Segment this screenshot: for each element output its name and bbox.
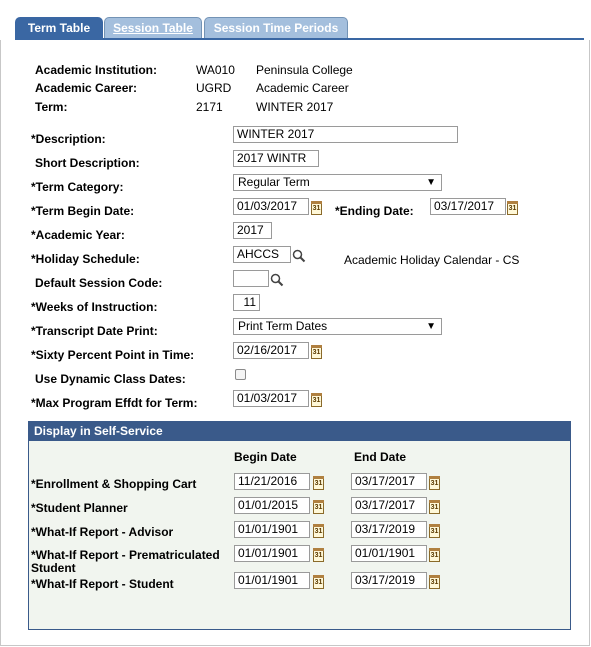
transcript-value: Print Term Dates (238, 319, 328, 333)
term-label: Term: (35, 100, 68, 114)
academic-year-label: *Academic Year: (31, 228, 125, 242)
default-session-input[interactable] (233, 270, 269, 287)
end-date-header: End Date (354, 450, 407, 464)
term-code: 2171 (196, 100, 223, 114)
term-category-value: Regular Term (238, 175, 310, 189)
calendar-icon[interactable]: 31 (311, 203, 322, 215)
sixty-percent-label: *Sixty Percent Point in Time: (31, 348, 195, 362)
tab-session-table[interactable]: Session Table (104, 17, 202, 38)
magnifier-icon[interactable] (270, 273, 284, 287)
term-category-label: *Term Category: (31, 180, 124, 194)
student-planner-begin-input[interactable]: 01/01/2015 (234, 497, 310, 514)
calendar-icon[interactable]: 31 (313, 502, 324, 514)
whatif-prematriculated-begin-input[interactable]: 01/01/1901 (234, 545, 310, 562)
max-program-input[interactable]: 01/03/2017 (233, 390, 309, 407)
institution-name: Peninsula College (256, 63, 353, 77)
begin-date-header: Begin Date (234, 450, 297, 464)
whatif-advisor-label: *What-If Report - Advisor (31, 525, 174, 539)
calendar-icon[interactable]: 31 (313, 577, 324, 589)
transcript-select[interactable] (233, 318, 442, 335)
description-label: *Description: (31, 132, 106, 146)
tab-session-time-periods[interactable]: Session Time Periods (204, 17, 348, 38)
transcript-label: *Transcript Date Print: (31, 324, 158, 338)
weeks-input[interactable]: 11 (233, 294, 260, 311)
max-program-label: *Max Program Effdt for Term: (31, 396, 198, 410)
chevron-down-icon: ▼ (426, 321, 436, 332)
whatif-student-begin-input[interactable]: 01/01/1901 (234, 572, 310, 589)
calendar-icon[interactable]: 31 (429, 526, 440, 538)
term-category-select[interactable] (233, 174, 442, 191)
career-name: Academic Career (256, 81, 349, 95)
enrollment-cart-label: *Enrollment & Shopping Cart (31, 477, 197, 491)
institution-label: Academic Institution: (35, 63, 158, 77)
whatif-student-end-input[interactable]: 03/17/2019 (351, 572, 427, 589)
calendar-icon[interactable]: 31 (429, 577, 440, 589)
chevron-down-icon: ▼ (426, 177, 436, 188)
dynamic-dates-label: Use Dynamic Class Dates: (35, 372, 186, 386)
term-begin-label: *Term Begin Date: (31, 204, 135, 218)
term-name: WINTER 2017 (256, 100, 334, 114)
tab-term-table[interactable]: Term Table (15, 17, 103, 38)
holiday-schedule-description: Academic Holiday Calendar - CS (344, 253, 520, 267)
holiday-schedule-input[interactable]: AHCCS (233, 246, 291, 263)
weeks-label: *Weeks of Instruction: (31, 300, 158, 314)
student-planner-label: *Student Planner (31, 501, 128, 515)
magnifier-icon[interactable] (292, 249, 306, 263)
short-description-input[interactable]: 2017 WINTR (233, 150, 319, 167)
whatif-advisor-end-input[interactable]: 03/17/2019 (351, 521, 427, 538)
career-code: UGRD (196, 81, 232, 95)
whatif-student-label: *What-If Report - Student (31, 577, 174, 591)
ending-date-label: *Ending Date: (335, 204, 414, 218)
whatif-prematriculated-end-input[interactable]: 01/01/1901 (351, 545, 427, 562)
calendar-icon[interactable]: 31 (429, 502, 440, 514)
short-description-label: Short Description: (35, 156, 140, 170)
sixty-percent-input[interactable]: 02/16/2017 (233, 342, 309, 359)
enrollment-cart-begin-input[interactable]: 11/21/2016 (234, 473, 310, 490)
whatif-advisor-begin-input[interactable]: 01/01/1901 (234, 521, 310, 538)
institution-code: WA010 (196, 63, 235, 77)
calendar-icon[interactable]: 31 (507, 203, 518, 215)
dynamic-dates-checkbox[interactable] (235, 369, 246, 380)
default-session-label: Default Session Code: (35, 276, 163, 290)
calendar-icon[interactable]: 31 (311, 347, 322, 359)
holiday-schedule-label: *Holiday Schedule: (31, 252, 140, 266)
calendar-icon[interactable]: 31 (429, 478, 440, 490)
description-input[interactable]: WINTER 2017 (233, 126, 458, 143)
ending-date-input[interactable]: 03/17/2017 (430, 198, 506, 215)
student-planner-end-input[interactable]: 03/17/2017 (351, 497, 427, 514)
career-label: Academic Career: (35, 81, 138, 95)
enrollment-cart-end-input[interactable]: 03/17/2017 (351, 473, 427, 490)
calendar-icon[interactable]: 31 (313, 478, 324, 490)
calendar-icon[interactable]: 31 (429, 550, 440, 562)
academic-year-input[interactable]: 2017 (233, 222, 272, 239)
calendar-icon[interactable]: 31 (313, 550, 324, 562)
calendar-icon[interactable]: 31 (311, 395, 322, 407)
calendar-icon[interactable]: 31 (313, 526, 324, 538)
whatif-prematriculated-label: *What-If Report - Prematriculated Student (31, 548, 220, 575)
self-service-title: Display in Self-Service (29, 422, 570, 441)
term-begin-input[interactable]: 01/03/2017 (233, 198, 309, 215)
